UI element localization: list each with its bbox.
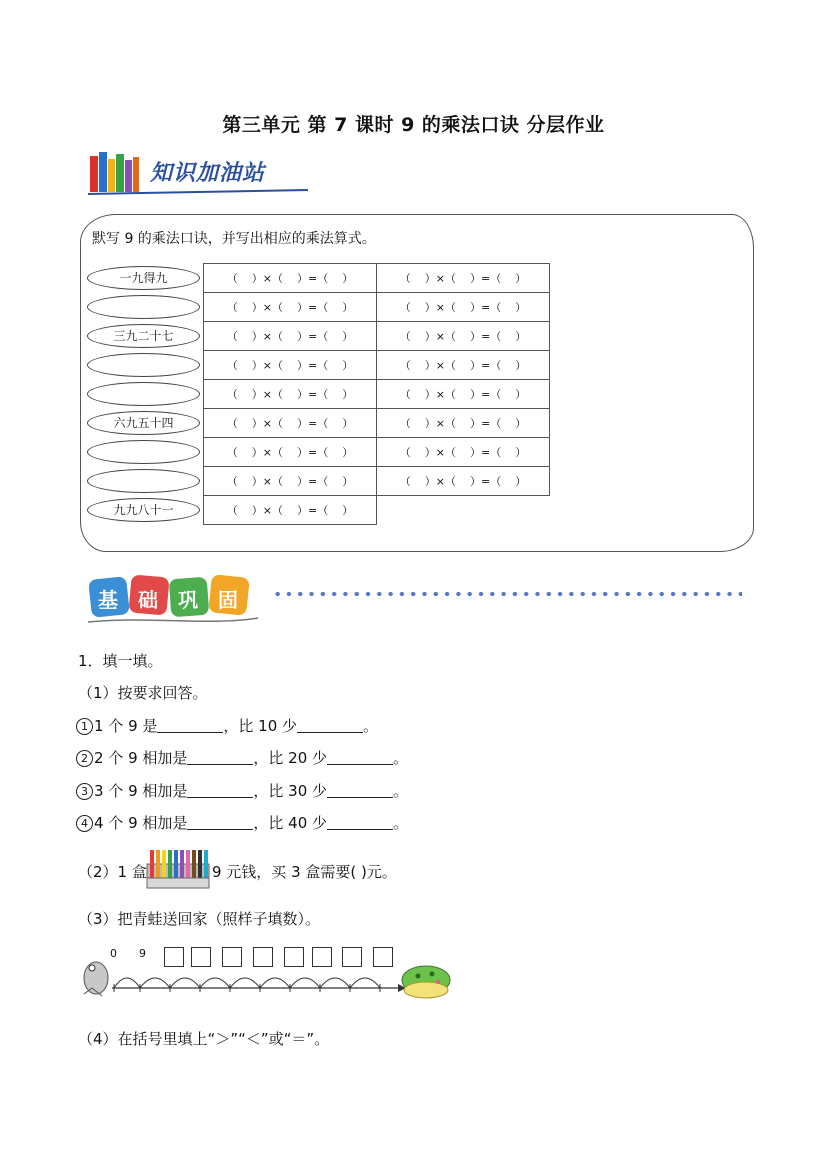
item-number: 2 <box>76 750 93 767</box>
q1-sub2-prefix: （2）1 盒 <box>78 863 147 881</box>
rhyme-oval[interactable] <box>87 440 200 464</box>
equation-cell[interactable]: （ ）×（ ）=（ ） <box>377 409 550 438</box>
rhyme-oval[interactable]: 一九得九 <box>87 266 200 290</box>
q1-sub3: （3）把青蛙送回家（照样子填数）。 <box>78 910 321 928</box>
q1-sub1: （1）按要求回答。 <box>78 684 208 702</box>
q1-item-3: 3 3 个 9 相加是 ，比 30 少 。 <box>76 780 408 801</box>
frog-icon <box>84 962 108 996</box>
q1-sub2-suffix: 9 元钱，买 3 盒需要( )元。 <box>212 863 397 881</box>
q1-item-2: 2 2 个 9 相加是 ，比 20 少 。 <box>76 747 408 768</box>
equation-table <box>203 263 550 525</box>
equation-cell[interactable]: （ ）×（ ）=（ ） <box>377 467 550 496</box>
equation-cell[interactable]: （ ）×（ ）=（ ） <box>204 467 377 496</box>
knowledge-banner-text: 知识加油站 <box>150 161 266 186</box>
knowledge-banner <box>88 150 310 202</box>
q1-sub4: （4）在括号里填上“＞”“＜”或“＝”。 <box>78 1030 330 1048</box>
q1-item-1: 1 1 个 9 是 ，比 10 少 。 <box>76 715 378 736</box>
q1-heading: 1．填一填。 <box>78 652 163 670</box>
answer-blank[interactable] <box>157 716 223 733</box>
rhyme-oval[interactable] <box>87 382 200 406</box>
item-number: 4 <box>76 815 93 832</box>
answer-blank[interactable] <box>327 813 393 830</box>
equation-cell[interactable]: （ ）×（ ）=（ ） <box>204 438 377 467</box>
answer-blank[interactable] <box>327 781 393 798</box>
equation-cell[interactable]: （ ）×（ ）=（ ） <box>204 322 377 351</box>
instruction-text: 默写 9 的乘法口诀，并写出相应的乘法算式。 <box>92 231 376 247</box>
numline-label-0: 0 <box>110 947 117 960</box>
answer-blank[interactable] <box>297 716 363 733</box>
rhyme-oval[interactable] <box>87 295 200 319</box>
equation-cell[interactable]: （ ）×（ ）=（ ） <box>377 264 550 293</box>
equation-cell[interactable]: （ ）×（ ）=（ ） <box>377 293 550 322</box>
equation-cell[interactable]: （ ）×（ ）=（ ） <box>204 409 377 438</box>
item-number: 3 <box>76 783 93 800</box>
q1-item-4: 4 4 个 9 相加是 ，比 40 少 。 <box>76 812 408 833</box>
equation-cell[interactable]: （ ）×（ ）=（ ） <box>204 496 377 525</box>
lily-pad-icon <box>402 966 450 998</box>
basic-banner <box>88 572 268 630</box>
equation-cell[interactable]: （ ）×（ ）=（ ） <box>204 264 377 293</box>
answer-blank[interactable] <box>187 748 253 765</box>
rhyme-oval[interactable]: 九九八十一 <box>87 498 200 522</box>
equation-cell[interactable]: （ ）×（ ）=（ ） <box>204 293 377 322</box>
numline-label-9: 9 <box>139 947 146 960</box>
equation-cell[interactable]: （ ）×（ ）=（ ） <box>377 380 550 409</box>
answer-blank[interactable] <box>327 748 393 765</box>
rhyme-oval[interactable]: 六九五十四 <box>87 411 200 435</box>
number-line <box>80 958 460 1006</box>
equation-cell[interactable]: （ ）×（ ）=（ ） <box>204 380 377 409</box>
equation-cell[interactable]: （ ）×（ ）=（ ） <box>377 322 550 351</box>
answer-blank[interactable] <box>187 813 253 830</box>
rhyme-oval[interactable] <box>87 469 200 493</box>
crayon-box-icon <box>146 848 210 890</box>
equation-cell[interactable]: （ ）×（ ）=（ ） <box>377 351 550 380</box>
basic-banner-text: 基础巩固 <box>98 588 258 612</box>
dotted-divider <box>272 589 742 599</box>
equation-cell[interactable]: （ ）×（ ）=（ ） <box>204 351 377 380</box>
empty-cell <box>377 496 550 525</box>
rhyme-oval[interactable] <box>87 353 200 377</box>
item-number: 1 <box>76 718 93 735</box>
answer-blank[interactable] <box>187 781 253 798</box>
equation-cell[interactable]: （ ）×（ ）=（ ） <box>377 438 550 467</box>
page-title: 第三单元 第 7 课时 9 的乘法口诀 分层作业 <box>222 114 605 136</box>
rhyme-oval[interactable]: 三九二十七 <box>87 324 200 348</box>
